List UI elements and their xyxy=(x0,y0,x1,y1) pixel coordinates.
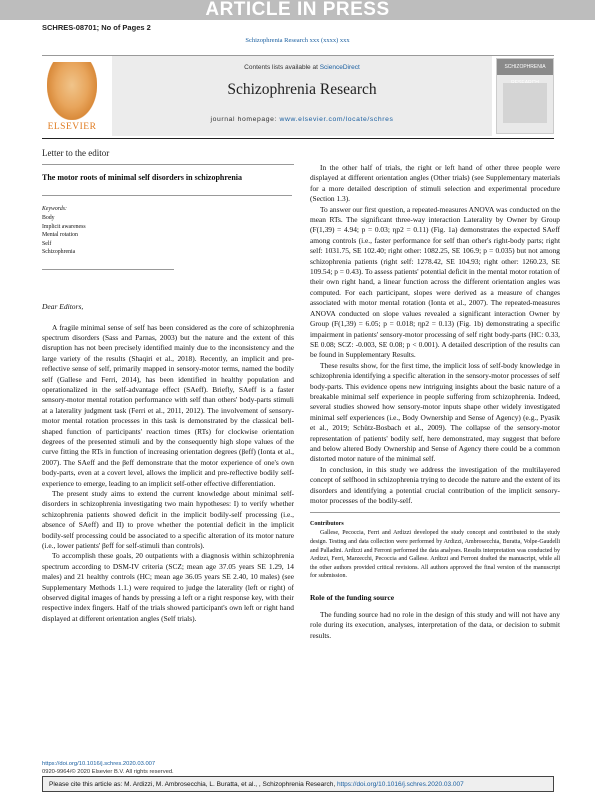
body-paragraph: A fragile minimal sense of self has been considered as the core of schizophrenia spectrum disorders (Sass and Parnas, 2003) but the nature and the extent of this disruption has not been precisely identified mainly due to the inconsistency and the large variety of the results (Shaqiri et al., 2018). Recently, an implicit and pre-reflective sense of self, primarily mapped in sensory-motor terms, named the bodily self (Gallese and Ferri, 2014), has been identified in healthy population and operationalized in the self-advantage effect (SAeff). Briefly, SAeff is a faster sensory-motor mental rotation performance with self than others' body-parts stimuli at a laterality judgment task (Ferri et al., 2011, 2012). The involvement of sensory-motor mental rotation processes in this task is demonstrated by the classical bell-shaped function of participants' reaction times (RTs) for clockwise orientation degrees of the presented stimuli and by the consequently high slope values of the curve fitting the RTs in function of increasing orientation degrees (βeff) (Ionta et al., 2007). The SAeff and the βeff demonstrate that the motor experience of one's own body-parts, even at a covert level, allows the implicit and pre-reflective bodily self-experience to emerge, leading to an implicit self-other effective differentiation. xyxy=(42,322,294,488)
journal-masthead xyxy=(42,55,554,139)
journal-reference-link[interactable]: Schizophrenia Research xxx (xxxx) xxx xyxy=(245,37,350,44)
homepage-line xyxy=(112,116,492,123)
footer xyxy=(42,760,174,776)
elsevier-tree-icon xyxy=(47,62,97,120)
keywords-divider xyxy=(42,269,174,270)
homepage-url-link[interactable]: www.elsevier.com/locate/schres xyxy=(279,116,394,123)
keyword-item: Mental rotation xyxy=(42,232,78,238)
body-paragraph: To accomplish these goals, 20 outpatients with a diagnosis within schizophrenia spectrum according to DSM-IV criteria (SCZ; mean age 37.05 years SE 1.29, 14 males) and 21 healthy controls (HC; mean age 36.05 years SE 2.40, 10 males) (see Supplementary Methods 1.1.) were required to judge the laterality (left or right) of observed digital images of hands by pressing a left or a right response key, with their respective index fingers. Half of the trials showed participant's own left or right hand displayed at different orientation angles (Self trials). xyxy=(42,551,294,623)
contents-prefix: Contents lists available at xyxy=(244,64,318,71)
section-divider xyxy=(310,512,560,513)
copyright-line: 0920-9964/© 2020 Elsevier B.V. All rights reserved. xyxy=(42,769,174,775)
funding-text: The funding source had no role in the design of this study and will not have any role during its execution, analyses, interpretation of the data, or decision to submit results. xyxy=(310,609,560,640)
masthead-center xyxy=(112,56,492,136)
contributors-text: Gallese, Pecoccia, Ferri and Ardizzi developed the study concept and contributed to the study design. Testing and data collection were performed by Ardizzi, Ambrosecchia, Buratta, Volpe-Gaudelli and Palladini. Ardizzi and Ferroni performed the data analyses. Results interpretation was conducted by Ardizzi, Ferri, Marzecchi, Pecoccia and Gallese. Ardizzi and Ferroni drafted the manuscript, while all the other authors provided critical revisions. All authors approved the final version of the manuscript for submission. xyxy=(310,530,560,580)
body-paragraph: In the other half of trials, the right or left hand of other three people were displayed at different orientation angles (Other trials) (see Supplementary materials for a more detailed description of stimuli selection and experimental procedure (Section 1.3). xyxy=(310,163,560,204)
body-paragraph: To answer our first question, a repeated-measures ANOVA was conducted on the mean RTs. The significant three-way interaction Laterality by Owner by Group (F(1,39) = 4.94; p = 0.03; ηp2 = 0.11) (Fig. 1a) demonstrates the expected SAeff among controls (i.e., faster performance for self than other's right-body parts; right self: 1031.75, SE 102.40; right other: 1082.25, SE 106.9; p = 0.035) but not among schizophrenia patients (right self: 1278.42, SE 104.93; right other: 1260.23, SE 109.54; p = 0.43). To assess patients' potential deficit in the mental motor rotation of their own right hand, a linear function across the different orientation angles was computed. For each participant, slopes were derived as a measure of changes associated with motor mental rotation (Ionta et al., 2007). The repeated-measures ANOVA conducted on slope values revealed a significant interaction Owner by Group (F(1,39) = 6.05; p = 0.018; ηp2 = 0.13) (Fig. 1b) demonstrating a specific impairment in patients' sensory-motor processing of self right body-parts (HC: 0.33, SE 0.08; SCZ: -0.003, SE 0.08; p < 0.001). A detailed description of the results can be found in Supplementary Results. xyxy=(310,204,560,360)
right-column xyxy=(310,163,560,641)
body-paragraph: In conclusion, in this study we address the investigation of the multilayered concept of selfhood in schizophrenia trying to decode the nature and the extent of its disorders and identifying a potential crucial contribution of the implicit sensory-motor processes of the bodily-self. xyxy=(310,464,560,505)
journal-cover-thumbnail[interactable] xyxy=(496,58,554,134)
cover-image xyxy=(503,83,547,123)
contents-line xyxy=(112,64,492,71)
homepage-prefix: journal homepage: xyxy=(210,116,278,123)
keyword-item: Implicit awareness xyxy=(42,223,86,230)
sciencedirect-link[interactable]: ScienceDirect xyxy=(319,64,360,71)
body-paragraph: These results show, for the first time, the implicit loss of self-body knowledge in schizophrenia identifying a specific alteration in the sensory-motor processes of self body-parts. This evidence opens new intriguing insights about the basic nature of a breakable minimal self experience in people suffering from schizophrenia. Indeed, several studies showed how sensory-motor inputs shape other widely investigated minimal self experiences (i.e., Body Ownership and Sense of Agency) (e.g., Pyasik et al., 2019; Schütz-Bosbach et al., 2009). The collapse of the sensory-motor representation of patients' bodily self, here demonstrated, may suggest that before and below altered Body Ownership and Sense of Agency there could be a common distorted motor nature of the minimal self. xyxy=(310,360,560,464)
doi-link[interactable]: https://doi.org/10.1016/j.schres.2020.03.007 xyxy=(42,761,156,767)
body-paragraph: The present study aims to extend the current knowledge about minimal self-disorders in schizophrenia investigating two main hypotheses: I) to verify whether schizophrenia patients showed deficit in the implicit bodily-self processing (i.e., absence of SAeff) and II) to prove whether the potential deficit in the implicit bodily-self processing could be associated to a specific alteration of its motor nature (i.e., lower patients' βeff for self-stimuli than controls). xyxy=(42,489,294,551)
article-type-label: Letter to the editor xyxy=(42,148,294,165)
keywords-block xyxy=(42,195,292,270)
keywords-heading: Keywords: xyxy=(42,206,67,212)
salutation: Dear Editors, xyxy=(42,301,84,311)
keyword-item: Schizophrenia xyxy=(42,249,76,255)
journal-title[interactable]: Schizophrenia Research xyxy=(227,81,377,98)
keyword-item: Self xyxy=(42,240,52,247)
funding-heading: Role of the funding source xyxy=(310,592,395,602)
citation-doi-link[interactable]: https://doi.org/10.1016/j.schres.2020.03.007 xyxy=(336,781,464,788)
citation-text: Please cite this article as: M. Ardizzi, M. Ambrosecchia, L. Buratta, et al., , Schizophrenia Research, xyxy=(49,781,336,788)
left-column xyxy=(42,148,294,624)
article-id: SCHRES-08701; No of Pages 2 xyxy=(42,23,151,32)
keyword-item: Body xyxy=(42,215,55,221)
elsevier-logo[interactable] xyxy=(42,60,102,134)
cover-band xyxy=(497,59,553,75)
elsevier-wordmark: ELSEVIER xyxy=(47,122,97,132)
article-in-press-banner: ARTICLE IN PRESS xyxy=(0,0,595,20)
cover-label: SCHIZOPHRENIA xyxy=(504,64,546,70)
contributors-heading: Contributors xyxy=(310,521,344,528)
citation-box xyxy=(42,776,554,792)
article-title: The motor roots of minimal self disorders in schizophrenia xyxy=(42,173,242,182)
